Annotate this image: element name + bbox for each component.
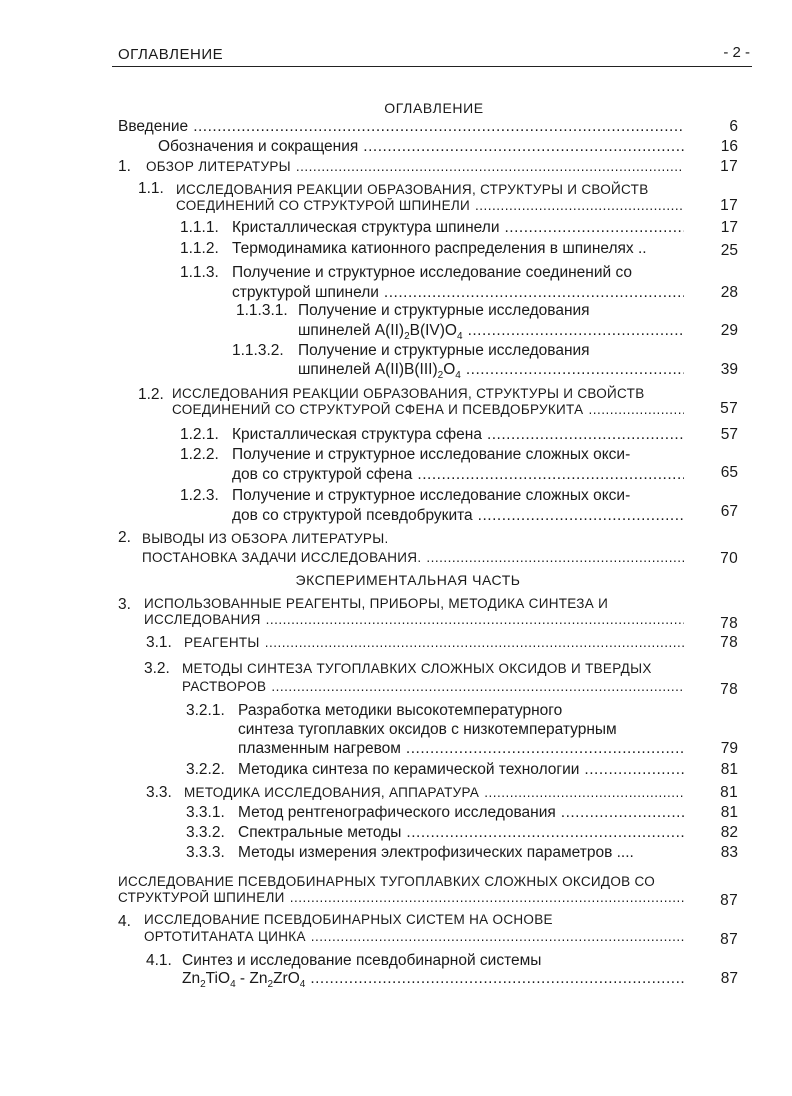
toc-entry-title: Метод рентгенографического исследования — [238, 804, 556, 821]
toc-entry-title: Синтез и исследование псевдобинарной системы — [182, 952, 542, 969]
dot-leader — [466, 361, 684, 379]
toc-number: 1.1.3. — [180, 264, 219, 281]
dot-leader — [484, 785, 684, 800]
toc-page-number: 57 — [720, 400, 738, 417]
formula: $Zn_2TiO_4 - Zn_2ZrO_4$ — [182, 970, 306, 988]
toc-entry-title: ИССЛЕДОВАНИЕ ПСЕВДОБИНАРНЫХ ТУГОПЛАВКИХ СЛОЖНЫХ ОКСИДОВ СО — [118, 874, 656, 889]
toc-entry-title: Кристаллическая структура сфена — [232, 426, 482, 443]
dot-leader — [311, 929, 684, 944]
toc-number: 3.3.1. — [186, 804, 225, 821]
dot-leader — [505, 219, 685, 237]
toc-page-number: 6 — [729, 118, 738, 135]
toc-entry-title: МЕТОДИКА ИССЛЕДОВАНИЯ, АППАРАТУРА — [184, 785, 480, 800]
toc-number: 1.2.2. — [180, 446, 219, 463]
toc-number: 4. — [118, 913, 131, 930]
toc-entry-title: ОБЗОР ЛИТЕРАТУРЫ — [146, 159, 291, 174]
dot-leader — [266, 612, 684, 627]
toc-number: 1. — [118, 158, 131, 175]
toc-entry-3-3-1[interactable] — [238, 804, 742, 824]
toc-entry-intro[interactable] — [118, 118, 742, 138]
toc-entry-section-1-1[interactable] — [176, 198, 742, 218]
toc-entry-title: Получение и структурное исследование сложных окси- — [232, 446, 631, 463]
running-header — [112, 44, 752, 67]
toc-entry-spinel-part[interactable] — [118, 890, 742, 910]
dot-leader — [475, 198, 684, 213]
toc-entry-title: Кристаллическая структура шпинели — [232, 219, 500, 236]
toc-page-number: 65 — [720, 464, 738, 481]
toc-entry-title: Спектральные методы — [238, 824, 402, 841]
dot-leader — [296, 159, 684, 174]
toc-number: 1.2. — [138, 386, 164, 403]
toc-page-number: 78 — [720, 634, 738, 651]
toc-entry-title: синтеза тугоплавких оксидов с низкотемпературным — [238, 721, 617, 738]
toc-number: 4.1. — [146, 952, 172, 969]
toc-entry-1-1-3-2[interactable] — [298, 361, 742, 381]
toc-number: 1.1. — [138, 180, 164, 197]
toc-page-number: 29 — [720, 322, 738, 339]
toc-entry-section-4[interactable] — [144, 929, 742, 949]
dot-leader — [193, 118, 684, 136]
toc-number: 3. — [118, 596, 131, 613]
toc-page-number: 39 — [720, 361, 738, 378]
toc-page-number: 81 — [720, 804, 738, 821]
dot-leader — [290, 890, 684, 905]
toc-entry-title: Термодинамика катионного распределения в шпинелях .. — [232, 240, 647, 257]
toc-entry-title: дов со структурой псевдобрукита — [232, 507, 473, 524]
toc-page-number: 57 — [720, 426, 738, 443]
toc-page-number: 70 — [720, 550, 738, 567]
toc-entry-4-1[interactable] — [182, 970, 742, 990]
toc-entry-title: СОЕДИНЕНИЙ СО СТРУКТУРОЙ СФЕНА И ПСЕВДОБРУКИТА — [172, 402, 584, 417]
toc-page-number: 17 — [720, 219, 738, 236]
toc-entry-title: Получение и структурное исследование сложных окси- — [232, 487, 631, 504]
toc-entry-section-1-2[interactable] — [172, 402, 742, 422]
toc-number: 3.2.1. — [186, 702, 225, 719]
dot-leader — [384, 284, 684, 302]
toc-entry-1-1-1[interactable] — [232, 219, 742, 239]
toc-entry-title: Введение — [118, 118, 189, 135]
toc-number: 3.2.2. — [186, 761, 225, 778]
dot-leader — [478, 507, 684, 525]
toc-page-number: 17 — [720, 158, 738, 175]
toc-entry-1-2-3[interactable] — [232, 503, 742, 527]
toc-entry-title: РЕАГЕНТЫ — [184, 635, 260, 650]
toc-number: 1.1.3.2. — [232, 342, 284, 359]
toc-entry-3-3[interactable] — [184, 785, 742, 805]
toc-number: 1.1.1. — [180, 219, 219, 236]
toc-page-number: 67 — [720, 503, 738, 520]
toc-entry-section-3[interactable] — [144, 612, 742, 632]
toc-page-number: 16 — [720, 138, 738, 155]
toc-entry-title: Получение и структурные исследования — [298, 342, 590, 359]
toc-entry-title: ИССЛЕДОВАНИЯ — [144, 612, 261, 627]
toc-number: 1.1.3.1. — [236, 302, 288, 319]
toc-entry-title: ВЫВОДЫ ИЗ ОБЗОРА ЛИТЕРАТУРЫ. — [142, 531, 389, 546]
toc-entry-title: Методика синтеза по керамической технологии — [238, 761, 580, 778]
dot-leader — [271, 679, 684, 694]
toc-entry-1-2-1[interactable] — [232, 426, 742, 446]
toc-entry-title: ИССЛЕДОВАНИЯ РЕАКЦИИ ОБРАЗОВАНИЯ, СТРУКТУРЫ И СВОЙСТВ — [176, 182, 649, 197]
toc-page-number: 81 — [720, 784, 738, 801]
toc-number: 1.1.2. — [180, 240, 219, 257]
toc-number: 2. — [118, 529, 131, 546]
toc-entry-title: РАСТВОРОВ — [182, 679, 267, 694]
toc-entry-3-2-1[interactable] — [238, 740, 742, 760]
toc-entry-3-2-2[interactable] — [238, 761, 742, 781]
toc-number: 3.3.3. — [186, 844, 225, 861]
toc-page-number: 17 — [720, 197, 738, 214]
dot-leader — [468, 322, 684, 340]
toc-entry-title: дов со структурой сфена — [232, 466, 413, 483]
toc-entry-title: СТРУКТУРОЙ ШПИНЕЛИ — [118, 890, 285, 905]
toc-entry-title: ИССЛЕДОВАНИЕ ПСЕВДОБИНАРНЫХ СИСТЕМ НА ОСНОВЕ — [144, 912, 553, 927]
toc-page-number: 78 — [720, 615, 738, 632]
toc-page-number: 78 — [720, 681, 738, 698]
toc-entry-title: Получение и структурные исследования — [298, 302, 590, 319]
toc-heading: ОГЛАВЛЕНИЕ — [384, 100, 484, 116]
dot-leader — [588, 402, 684, 417]
toc-entry-section-1[interactable] — [146, 159, 742, 179]
toc-page-number: 83 — [720, 844, 738, 861]
toc-entry-1-2-2[interactable] — [232, 466, 742, 486]
dot-leader — [584, 761, 684, 779]
toc-entry-title: ИСПОЛЬЗОВАННЫЕ РЕАГЕНТЫ, ПРИБОРЫ, МЕТОДИКА СИНТЕЗА И — [144, 596, 609, 611]
toc-page-number: 28 — [720, 284, 738, 301]
dot-leader — [363, 138, 684, 156]
toc-number: 3.3. — [146, 784, 172, 801]
dot-leader — [406, 740, 684, 758]
toc-number: 3.3.2. — [186, 824, 225, 841]
toc-entry-title: СОЕДИНЕНИЙ СО СТРУКТУРОЙ ШПИНЕЛИ — [176, 198, 471, 213]
dot-leader — [426, 550, 684, 565]
toc-entry-section-2[interactable] — [142, 550, 742, 570]
toc-entry-title: Получение и структурное исследование соединений со — [232, 264, 633, 281]
toc-page-number: 79 — [720, 740, 738, 757]
dot-leader — [417, 466, 684, 484]
dot-leader — [310, 970, 684, 988]
toc-entry-1-1-3[interactable] — [232, 284, 742, 304]
toc-page-number: 81 — [720, 761, 738, 778]
toc-page-number: 82 — [720, 824, 738, 841]
toc-entry-title: структурой шпинели — [232, 284, 379, 301]
toc-entry-title: Методы измерения электрофизических параметров .... — [238, 844, 634, 861]
toc-entry-3-1[interactable] — [184, 635, 742, 655]
toc-entry-title: плазменным нагревом — [238, 740, 401, 757]
page-number: - 2 - — [723, 44, 750, 61]
dot-leader — [406, 824, 684, 842]
toc-entry-3-2[interactable] — [182, 679, 742, 699]
running-header-title: ОГЛАВЛЕНИЕ — [118, 46, 224, 63]
toc-entry-title: ПОСТАНОВКА ЗАДАЧИ ИССЛЕДОВАНИЯ. — [142, 550, 422, 565]
toc-entry-title: Обозначения и сокращения — [158, 138, 359, 155]
toc-entry-title: Разработка методики высокотемпературного — [238, 702, 563, 719]
toc-number: 3.1. — [146, 634, 172, 651]
toc-entry-title: МЕТОДЫ СИНТЕЗА ТУГОПЛАВКИХ СЛОЖНЫХ ОКСИДОВ И ТВЕРДЫХ — [182, 661, 652, 676]
section-divider-title: ЭКСПЕРИМЕНТАЛЬНАЯ ЧАСТЬ — [295, 572, 521, 588]
dot-leader — [265, 635, 684, 650]
toc-entry-title: шпинелей $A(II)_2B(IV)O_4$ — [298, 322, 463, 340]
toc-page-number: 87 — [720, 970, 738, 987]
toc-number: 1.2.3. — [180, 487, 219, 504]
toc-page-number: 87 — [720, 931, 738, 948]
toc-entry-1-1-3-1[interactable] — [298, 322, 742, 342]
toc-page-number: 87 — [720, 892, 738, 909]
toc-entry-title: ИССЛЕДОВАНИЯ РЕАКЦИИ ОБРАЗОВАНИЯ, СТРУКТУРЫ И СВОЙСТВ — [172, 386, 645, 401]
toc-number: 3.2. — [144, 660, 170, 677]
toc-number: 1.2.1. — [180, 426, 219, 443]
toc-page-number: 25 — [720, 242, 738, 259]
toc-entry-title: ОРТОТИТАНАТА ЦИНКА — [144, 929, 306, 944]
dot-leader — [561, 804, 684, 822]
toc-entry-3-3-2[interactable] — [238, 824, 742, 844]
toc-entry-abbreviations[interactable] — [158, 138, 742, 158]
dot-leader — [487, 426, 684, 444]
toc-entry-title: шпинелей $A(II)B(III)_2O_4$ — [298, 361, 461, 379]
